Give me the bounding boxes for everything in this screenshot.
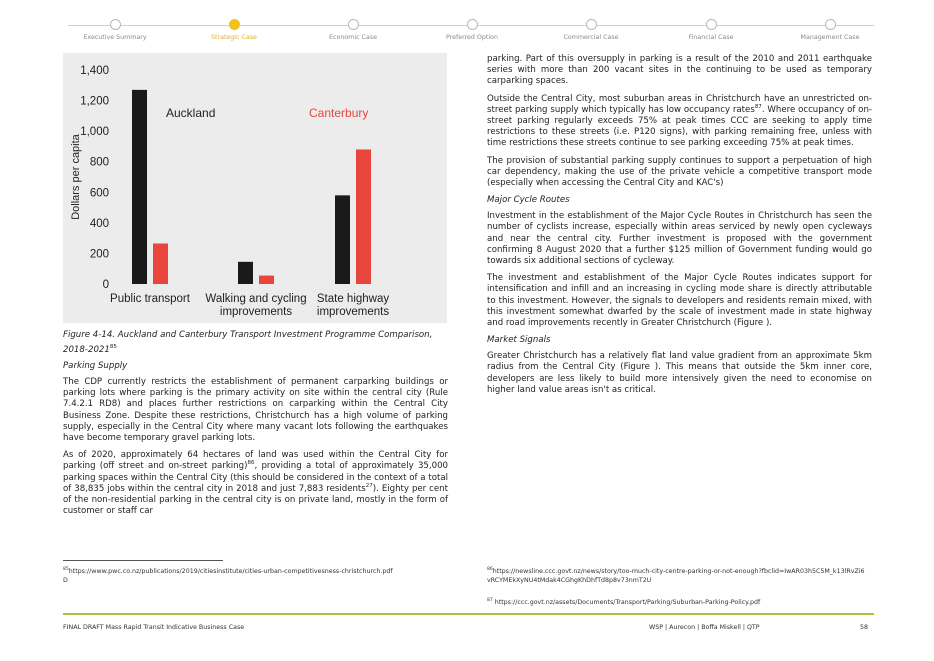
bar-canterbury [259, 276, 274, 284]
footnote-number: 86 [487, 567, 493, 572]
step-label: Financial Case [688, 34, 734, 41]
footnote-link[interactable]: https://newsline.ccc.govt.nz/news/story/too-much-city-centre-parking-or-not-enough?fbclid=IwAR03h5C5M_k13lRvZi6vRCYMEkXyNU4tMdak4CGhgKhDhfTd8p8v73nmT2U [487, 568, 865, 584]
step-label: Preferred Option [446, 34, 498, 41]
paragraph: The CDP currently restricts the establishment of permanent carparking buildings or parking lots where parking is the primary activity on site within the central city (Rule 7.4.2.1 RD8) and places further restrictions on carparking within the Central City Business Zone. Despite these restrictions, Christchurch has a high volume of parking supply, especially in the Central City where many vacant lots following the earthquakes have become temporary gravel parking lots. [63, 377, 448, 444]
y-axis-label: Dollars per capita [70, 134, 82, 220]
x-tick-label: improvements [219, 306, 293, 318]
bar-auckland [132, 90, 147, 284]
step-dot [825, 19, 836, 30]
paragraph: The investment and establishment of the Major Cycle Routes indicates support for intensification and infill and an increasing in cycling mode share is directly attributable to this investment. However, the signals to developers and residents remain mixed, with this investment somewhat dwarfed by the scale of investment made in state highway and road improvements recently in Greater Christchurch (Figure ). [487, 273, 872, 329]
bar-auckland [238, 262, 253, 284]
paragraph: The provision of substantial parking supply continues to support a perpetuation of high car dependency, making the use of the private vehicle a competitive transport mode (especially when accessing the Central City and KAC's) [487, 155, 872, 189]
legend-label-canterbury: Canterbury [309, 106, 369, 120]
footnote-extra: D [63, 576, 68, 584]
step-dot [467, 19, 478, 30]
text-run: As of 2020, approximately 64 hectares of land was used within the Central City for parking (off street and on-street parking) [63, 450, 448, 472]
step-executive-summary[interactable] [50, 19, 180, 41]
left-column [63, 361, 448, 517]
y-tick-label: 600 [89, 187, 109, 200]
step-strategic-case[interactable] [169, 19, 299, 41]
investment-chart [63, 53, 447, 323]
x-tick-label: Public transport [110, 293, 190, 305]
progress-nav [0, 0, 934, 50]
x-tick-label: State highway [316, 293, 390, 305]
footer-authors: WSP | Aurecon | Boffa Miskell | QTP [649, 624, 760, 631]
footnote-number: 85 [63, 567, 69, 572]
footnote-87 [487, 597, 867, 608]
y-tick-label: 0 [102, 279, 109, 291]
footnote-link[interactable]: https://www.pwc.co.nz/publications/2019/citiesinstitute/cities-urban-competitivesness-christchurch.pdf [68, 568, 393, 576]
step-preferred-option[interactable] [407, 19, 537, 41]
step-label: Management Case [800, 34, 860, 41]
footnote-86 [487, 566, 867, 585]
section-heading-market-signals: Market Signals [487, 335, 551, 346]
step-management-case[interactable] [765, 19, 895, 41]
footer-rule [63, 613, 874, 615]
step-label: Executive Summary [83, 34, 147, 41]
legend-label-auckland: Auckland [166, 106, 216, 120]
bar-canterbury [356, 149, 371, 284]
step-dot-active [229, 19, 240, 30]
footnote-ref: 86 [247, 460, 255, 467]
step-economic-case[interactable] [288, 19, 418, 41]
chart-svg [63, 53, 447, 323]
text-run: ). Eighty per cent of the non-residential parking in the central city is on private land, mostly in the form of customer or staff car [63, 483, 448, 517]
footnote-divider [63, 560, 223, 561]
step-label: Economic Case [329, 34, 377, 41]
y-tick-label: 1,400 [80, 65, 109, 77]
footnote-85 [63, 566, 423, 585]
step-dot [586, 19, 597, 30]
footnote-number: 87 [487, 598, 493, 603]
step-financial-case[interactable] [646, 19, 776, 41]
paragraph [63, 450, 448, 517]
y-tick-label: 1,000 [80, 126, 109, 139]
bar-canterbury [153, 243, 168, 284]
step-dot [706, 19, 717, 30]
bar-auckland [335, 195, 350, 284]
footnote-ref: 27 [365, 482, 373, 489]
text-run: Outside the Central City, most suburban areas in Christchurch have an unrestricted on-street parking supply which typically has low occupancy rates [487, 93, 872, 115]
footnote-ref: 87 [754, 103, 762, 110]
footnote-link[interactable]: https://ccc.govt.nz/assets/Documents/Transport/Parking/Suburban-Parking-Policy.pdf [494, 599, 761, 607]
footer-document-title: FINAL DRAFT Mass Rapid Transit Indicative Business Case [63, 624, 245, 631]
x-tick-label: Walking and cycling [205, 293, 307, 305]
right-column [487, 54, 872, 396]
y-tick-label: 200 [89, 248, 109, 261]
figure-caption-text: Figure 4-14. Auckland and Canterbury Transport Investment Programme Comparison, 2018-2021 [63, 330, 433, 355]
text-run: , providing a total of approximately 35,000 parking spaces within the Central City (this should be considered in the context of a total of 38,835 jobs within the central city in 2018 and just 7,883 residents [63, 461, 449, 494]
footnote-ref: 85 [109, 344, 117, 350]
x-tick-label: improvements [316, 306, 390, 318]
section-heading-major-cycle-routes: Major Cycle Routes [487, 195, 570, 206]
figure-caption [63, 329, 453, 356]
step-label: Strategic Case [211, 34, 257, 41]
paragraph: parking. Part of this oversupply in parking is a result of the 2010 and 2011 earthquake series with more than 200 vacant sites in the continuing to be used as temporary carparking spaces. [487, 54, 872, 87]
step-dot [110, 19, 121, 30]
y-tick-label: 800 [89, 156, 109, 169]
step-label: Commercial Case [563, 34, 619, 41]
step-dot [348, 19, 359, 30]
section-heading-parking-supply: Parking Supply [63, 361, 128, 371]
y-tick-label: 1,200 [80, 95, 109, 108]
page-number: 58 [860, 624, 869, 631]
paragraph [487, 94, 872, 150]
step-commercial-case[interactable] [526, 19, 656, 41]
paragraph: Investment in the establishment of the Major Cycle Routes in Christchurch has seen the number of cyclists increase, especially within areas serviced by newly open cycleways and near the central city. Further investment is proposed with the government confirming 8 August 2020 that a further $125 million of Government funding would go towards six additional sections of cycleway. [487, 211, 872, 267]
text-run: . Where occupancy of on-street parking regularly exceeds 75% at peak times CCC are seeking to apply time restrictions to these streets (i.e. P120 signs), with parking remaining free, unless with time restrictions these streets continue to see parking exceeding 75% at peak times. [487, 104, 872, 149]
y-tick-label: 400 [89, 217, 109, 230]
paragraph: Greater Christchurch has a relatively flat land value gradient from an approximate 5km radius from the Central City (Figure ). This means that outside the 5km inner core, developers are less likely to build more intensively given the need to economise on higher land value areas isn't as critical. [487, 351, 872, 395]
